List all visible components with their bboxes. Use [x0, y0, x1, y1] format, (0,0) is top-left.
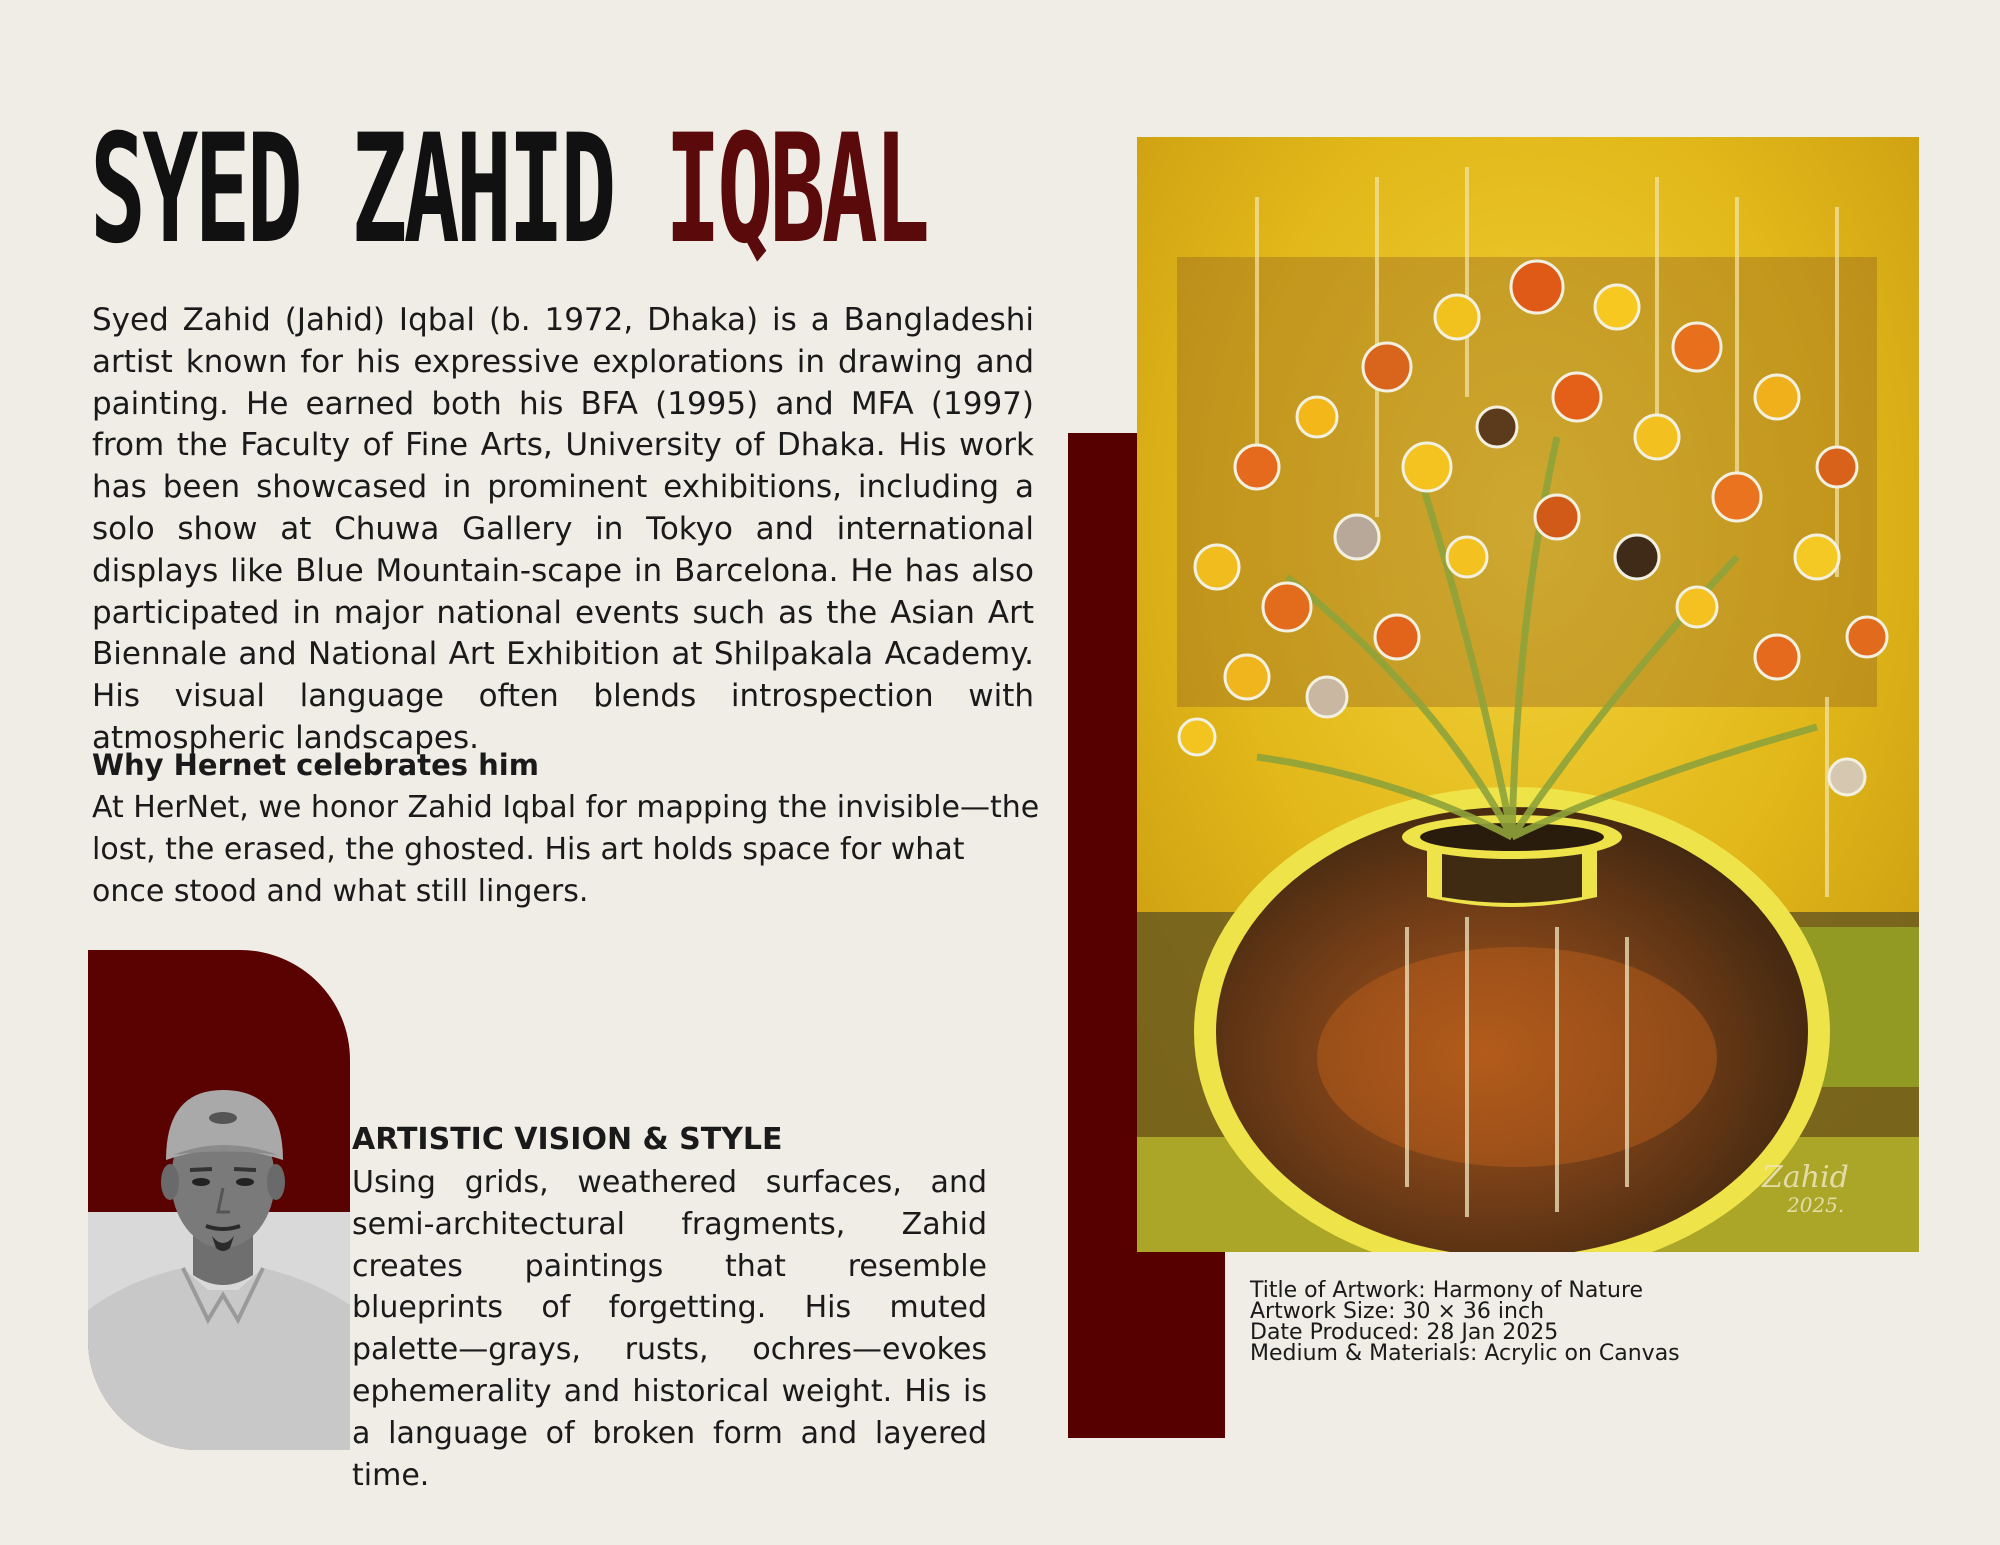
artist-name-title [90, 105, 926, 275]
artist-name-last: IQBAL [664, 103, 927, 277]
painting-image [1137, 137, 1919, 1252]
artist-bio: Syed Zahid (Jahid) Iqbal (b. 1972, Dhaka) is a Bangladeshi artist known for his expressive explorations in drawing and painting. He earned both his BFA (1995) and MFA (1997) from the Faculty of Fine Arts, University of Dhaka. His work has been showcased in prominent exhibitions, including a solo show at Chuwa Gallery in Tokyo and international displays like Blue Mountain-scape in Barcelona. He has also participated in major national events such as the Asian Art Biennale and National Art Exhibition at Shilpakala Academy. His visual language often blends introspection with atmospheric landscapes. [92, 302, 1034, 756]
artwork-medium: Medium & Materials: Acrylic on Canvas [1250, 1341, 1680, 1366]
painting-signature: Zahid [1762, 1160, 1849, 1195]
why-heading: Why Hernet celebrates him [92, 748, 539, 782]
artwork-title: Title of Artwork: Harmony of Nature [1250, 1278, 1644, 1303]
vision-heading: ARTISTIC VISION & STYLE [352, 1122, 783, 1157]
artist-portrait [88, 950, 350, 1450]
artist-name-first: SYED ZAHID [90, 103, 613, 277]
why-text: At HerNet, we honor Zahid Iqbal for mapping the invisible—the lost, the erased, the ghosted. His art holds space for what once stood and what still lingers. [92, 790, 1040, 909]
vision-text: Using grids, weathered surfaces, and semi-architectural fragments, Zahid creates paintings that resemble blueprints of forgetting. His muted palette—grays, rusts, ochres—evokes ephemerality and historical weight. His is a language of broken form and layered time. [352, 1165, 987, 1493]
artwork-info [1250, 1280, 1680, 1364]
painting-signature-year: 2025. [1787, 1193, 1845, 1217]
artwork-size: Artwork Size: 30 × 36 inch [1250, 1299, 1545, 1324]
portrait-frame [88, 950, 350, 1450]
artwork-date: Date Produced: 28 Jan 2025 [1250, 1320, 1559, 1345]
